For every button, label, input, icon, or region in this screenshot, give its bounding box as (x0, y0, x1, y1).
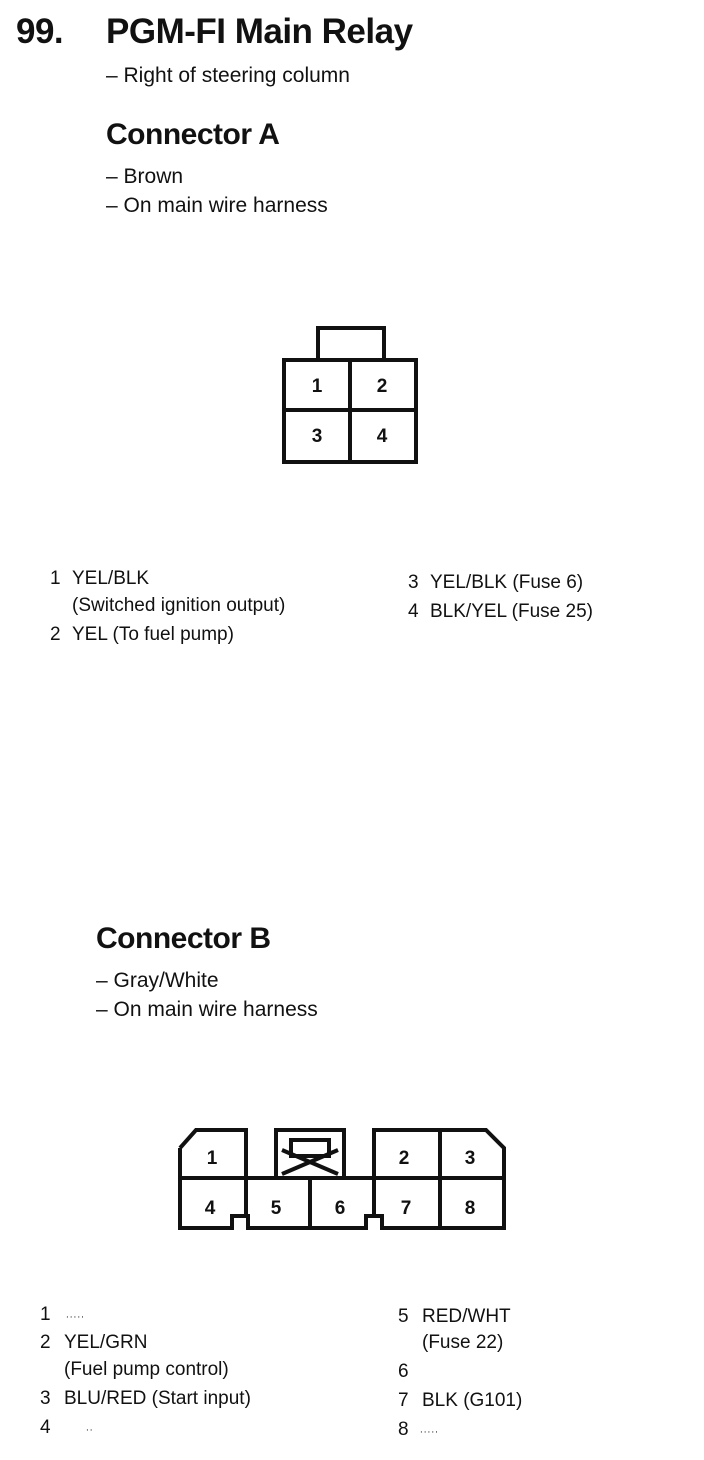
connector-a-cell-1: 1 (311, 376, 323, 397)
connector-a-cell-4: 4 (376, 426, 388, 447)
connector-b-pin-3: 3 BLU/RED (Start input) (40, 1388, 251, 1409)
connector-b-cell-2: 2 (398, 1148, 410, 1169)
connector-b-pin-1: 1 ..... (40, 1304, 85, 1325)
connector-a-pin-3: 3 YEL/BLK (Fuse 6) (408, 572, 584, 593)
connector-b-cell-3: 3 (464, 1148, 476, 1169)
page-title: PGM-FI Main Relay (106, 12, 413, 51)
connector-a-latch (318, 328, 384, 360)
connector-b-pin-2: 2 YEL/GRN (40, 1332, 148, 1353)
connector-b-cell-6: 6 (334, 1198, 346, 1219)
connector-b-cell-1: 1 (206, 1148, 218, 1169)
connector-a-pin-1-desc: (Switched ignition output) (72, 595, 286, 616)
connector-b-pin-4: 4 .. (40, 1417, 94, 1438)
connector-b-pin-2-desc: (Fuel pump control) (64, 1359, 229, 1380)
connector-b-harness: – On main wire harness (96, 998, 318, 1021)
connector-b-diagram (170, 1120, 516, 1240)
connector-b-pin-8: 8 ..... (398, 1419, 439, 1440)
connector-a-color: – Brown (106, 165, 184, 188)
connector-b-cell-8: 8 (464, 1198, 476, 1219)
connector-b-cell-7: 7 (400, 1198, 412, 1219)
connector-b-pin-5: 5 RED/WHT (398, 1306, 511, 1327)
section-number: 99. (16, 12, 64, 51)
connector-a-harness: – On main wire harness (106, 194, 328, 217)
connector-b-pin-5-desc: (Fuse 22) (422, 1332, 504, 1353)
connector-a-pin-2: 2 YEL (To fuel pump) (50, 624, 234, 645)
connector-b-pin-7: 7 BLK (G101) (398, 1390, 523, 1411)
connector-b-pin-6: 6 (398, 1361, 409, 1382)
connector-b-cell-4: 4 (204, 1198, 216, 1219)
connector-a-title: Connector A (106, 118, 280, 151)
connector-b-color: – Gray/White (96, 969, 219, 992)
connector-a-diagram (270, 318, 430, 470)
connector-a-pin-4: 4 BLK/YEL (Fuse 25) (408, 601, 593, 622)
connector-a-cell-3: 3 (311, 426, 323, 447)
connector-a-pin-1: 1 YEL/BLK (50, 568, 150, 589)
connector-b-cell-5: 5 (270, 1198, 282, 1219)
connector-a-cell-2: 2 (376, 376, 388, 397)
relay-location: – Right of steering column (106, 64, 350, 87)
connector-b-title: Connector B (96, 922, 271, 955)
